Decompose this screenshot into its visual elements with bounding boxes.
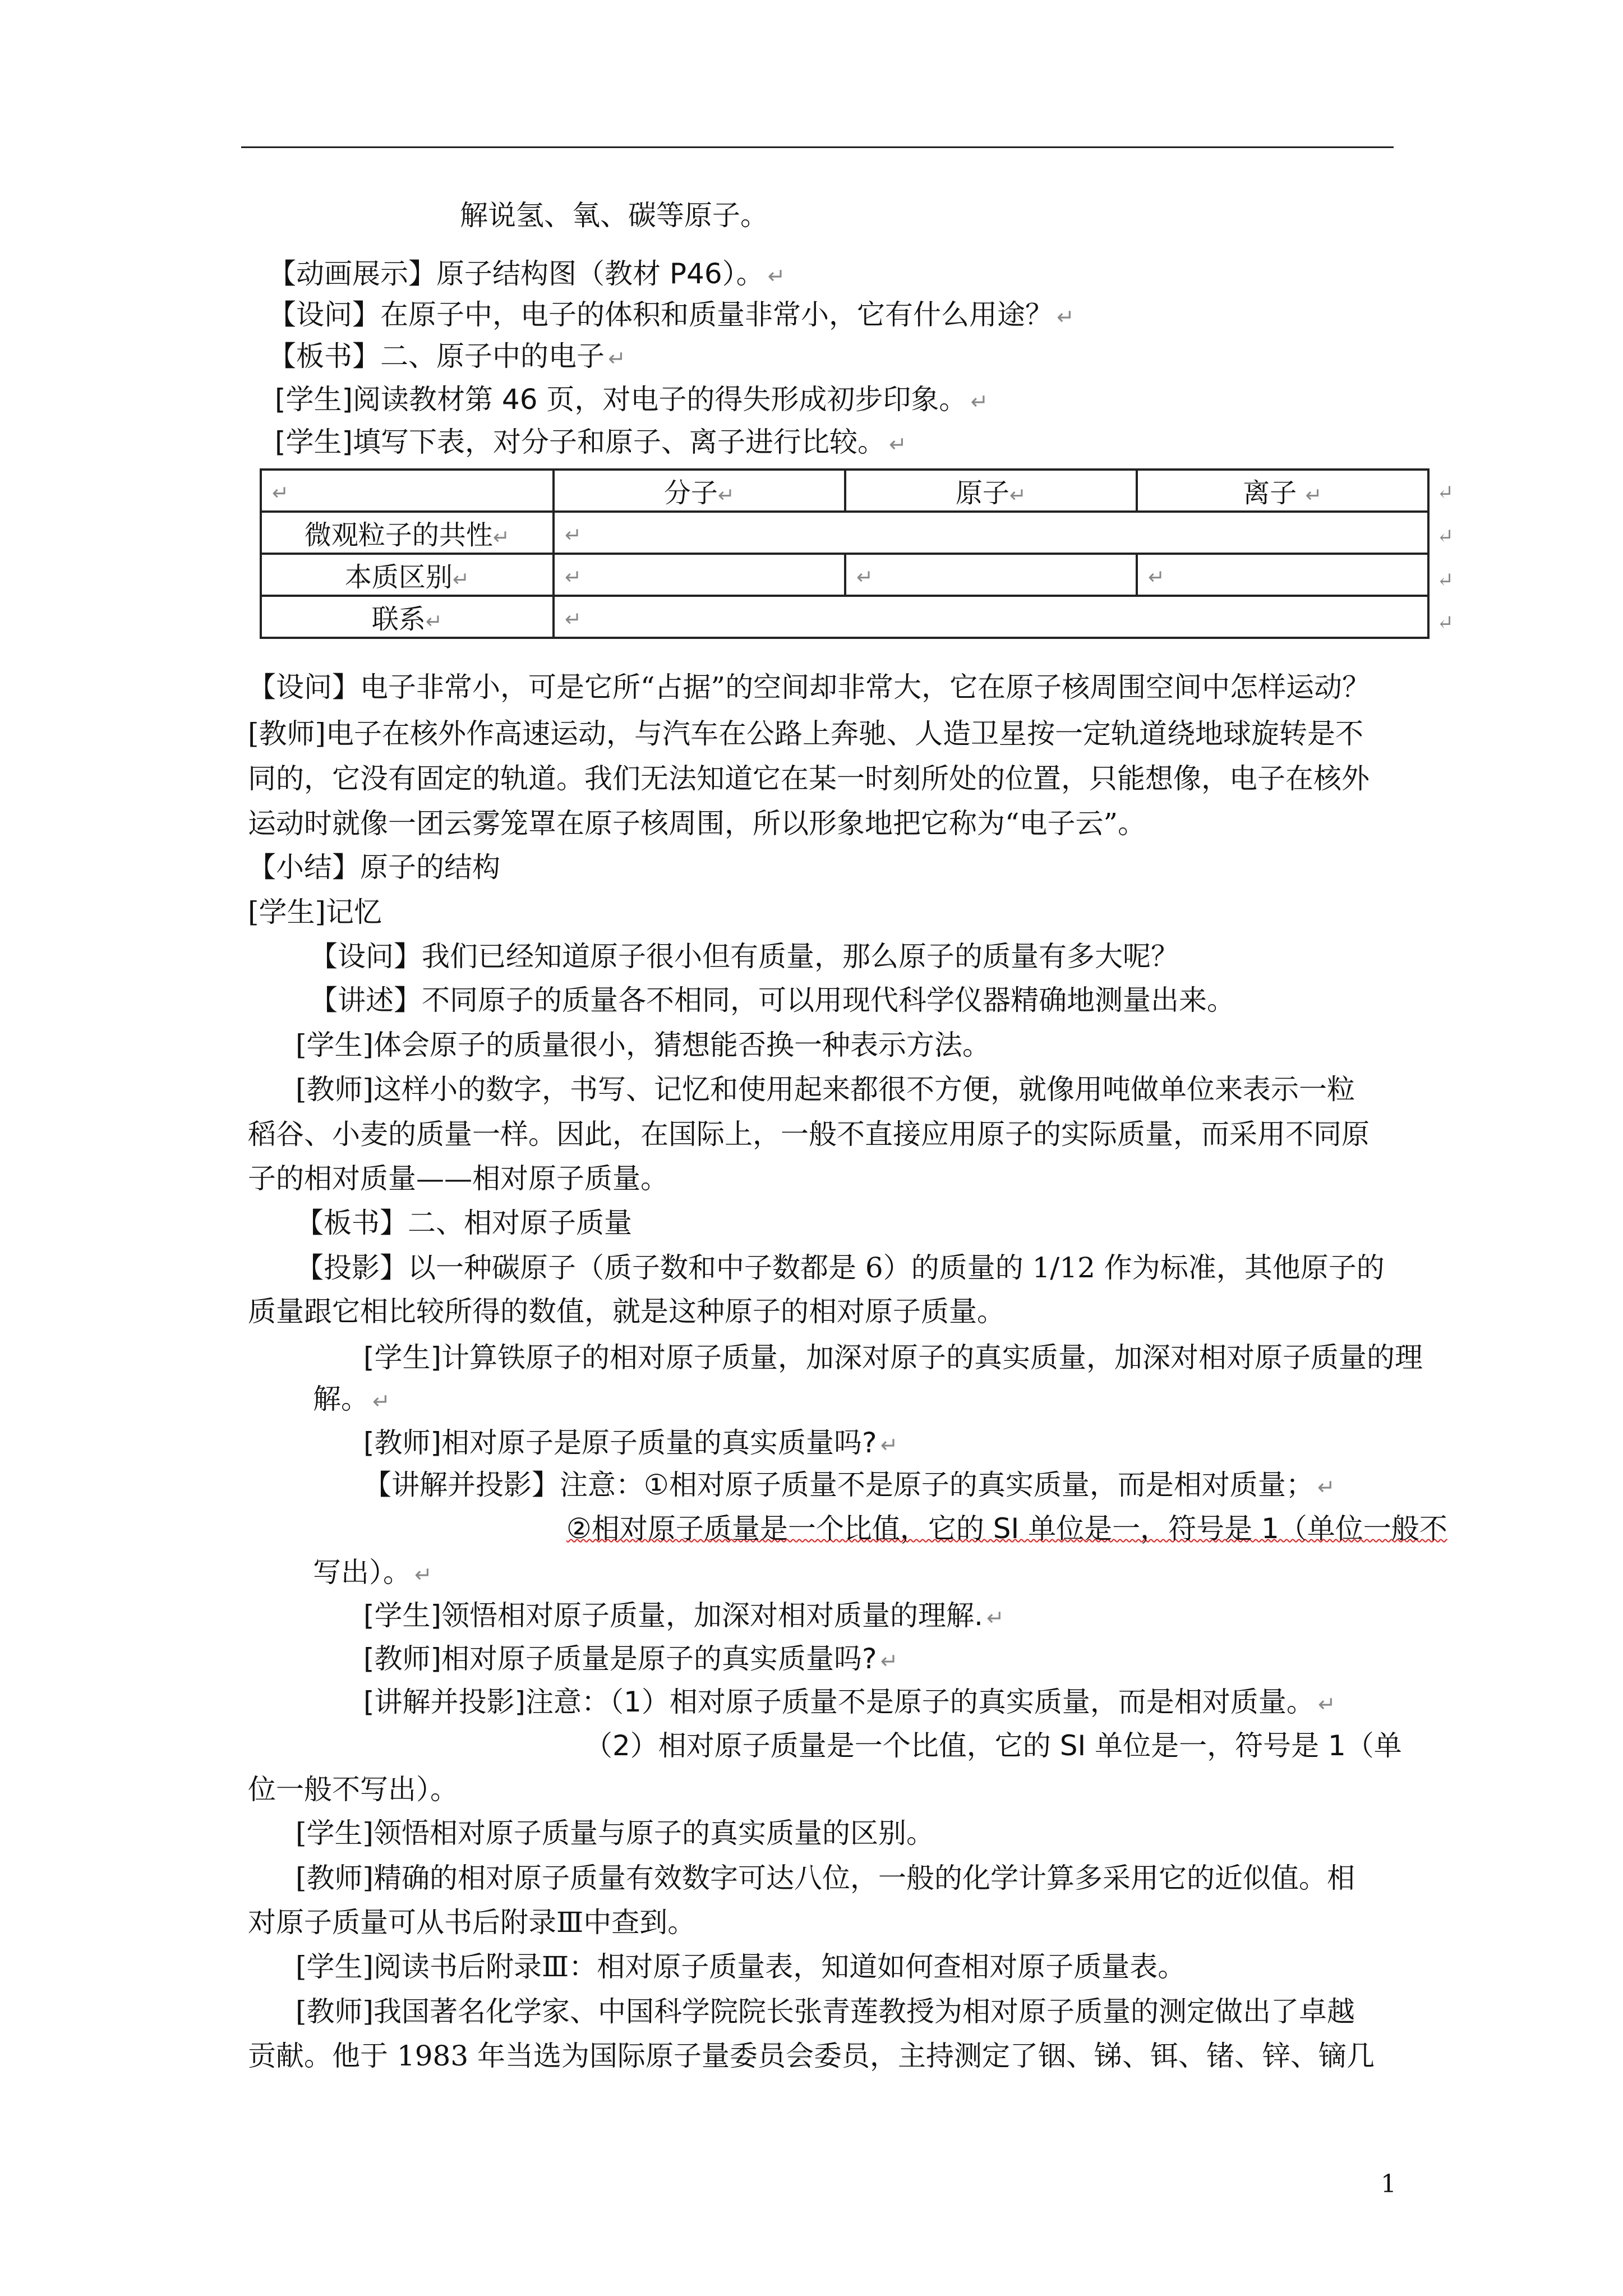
body-line: 【设问】我们已经知道原子很小但有质量，那么原子的质量有多大呢？	[310, 940, 1179, 973]
intro-line-3: 【设问】在原子中，电子的体积和质量非常小，它有什么用途？ ↵	[268, 298, 1075, 331]
tail-line: 位一般不写出）。	[248, 1773, 458, 1806]
header-rule	[241, 146, 1394, 148]
intro-line-1: 解说氢、氧、碳等原子。	[460, 199, 768, 232]
table-cell: ↵	[1137, 554, 1428, 596]
insert-line: （2）相对原子质量是一个比值，它的 SI 单位是一，符号是 1（单	[584, 1729, 1402, 1762]
body-line: 稻谷、小麦的质量一样。因此，在国际上，一般不直接应用原子的实际质量，而采用不同原	[248, 1118, 1370, 1151]
table-header-cell: 离子 ↵	[1137, 470, 1428, 512]
insert-line: ②相对原子质量是一个比值，它的 SI 单位是一，符号是 1（单位一般不	[566, 1512, 1447, 1545]
body-line: [学生]体会原子的质量很小，猜想能否换一种表示方法。	[296, 1029, 991, 1061]
table-row-label: 本质区别↵	[261, 554, 554, 596]
tail-line: 贡献。他于 1983 年当选为国际原子量委员会委员，主持测定了铟、锑、铒、锗、锌、镝几	[248, 2040, 1375, 2072]
table-header-cell: 分子↵	[554, 470, 845, 512]
body-line: [学生]记忆	[248, 896, 382, 928]
body-line: [教师]这样小的数字，书写、记忆和使用起来都很不方便，就像用吨做单位来表示一粒	[296, 1073, 1355, 1106]
body-line: 同的，它没有固定的轨道。我们无法知道它在某一时刻所处的位置，只能想像，电子在核外	[248, 762, 1370, 795]
row-end-mark: ↵	[1437, 569, 1454, 592]
tail-line: [学生]领悟相对原子质量与原子的真实质量的区别。	[296, 1817, 935, 1849]
body-line: 运动时就像一团云雾笼罩在原子核周围，所以形象地把它称为“电子云”。	[248, 807, 1146, 840]
row-end-mark: ↵	[1437, 481, 1454, 504]
tail-line: 对原子质量可从书后附录Ⅲ中查到。	[248, 1906, 696, 1939]
body-line: [教师]电子在核外作高速运动，与汽车在公路上奔驰、人造卫星按一定轨道绕地球旋转是不	[248, 717, 1364, 750]
body-line: 【设问】电子非常小，可是它所“占据”的空间却非常大，它在原子核周围空间中怎样运动？	[248, 671, 1371, 703]
insert-line: [教师]相对原子质量是原子的真实质量吗? ↵	[363, 1642, 898, 1675]
table-row	[261, 596, 1428, 638]
insert-line: 解。 ↵	[313, 1383, 390, 1415]
intro-line-6: [学生]填写下表，对分子和原子、离子进行比较。 ↵	[275, 426, 907, 458]
intro-line-4: 【板书】二、原子中的电子 ↵	[268, 340, 626, 372]
body-line: 质量跟它相比较所得的数值，就是这种原子的相对原子质量。	[248, 1295, 1005, 1328]
table-row-label: 联系↵	[261, 596, 554, 638]
intro-line-2: 【动画展示】原子结构图（教材 P46）。 ↵	[268, 257, 786, 290]
table-header-row	[261, 470, 1428, 512]
table-cell: ↵	[845, 554, 1137, 596]
insert-line: [学生]领悟相对原子质量，加深对相对质量的理解. ↵	[363, 1599, 1004, 1632]
intro-line-5: [学生]阅读教材第 46 页，对电子的得失形成初步印象。 ↵	[275, 383, 989, 416]
insert-line: [教师]相对原子是原子质量的真实质量吗? ↵	[363, 1427, 898, 1459]
insert-line: [讲解并投影]注意：（1）相对原子质量不是原子的真实质量，而是相对质量。 ↵	[363, 1686, 1336, 1718]
tail-line: [教师]我国著名化学家、中国科学院院长张青莲教授为相对原子质量的测定做出了卓越	[296, 1995, 1355, 2028]
tail-line: [教师]精确的相对原子质量有效数字可达八位，一般的化学计算多采用它的近似值。相	[296, 1862, 1355, 1894]
body-line: 【讲述】不同原子的质量各不相同，可以用现代科学仪器精确地测量出来。	[310, 984, 1235, 1016]
body-line: 【小结】原子的结构	[248, 851, 500, 884]
table-cell: ↵	[554, 554, 845, 596]
table-header-cell: ↵	[261, 470, 554, 512]
table-row-label: 微观粒子的共性↵	[261, 512, 554, 554]
insert-line: 【讲解并投影】注意：①相对原子质量不是原子的真实质量，而是相对质量； ↵	[363, 1469, 1335, 1501]
body-line: 【板书】二、相对原子质量	[296, 1207, 632, 1239]
tail-line: [学生]阅读书后附录Ⅲ：相对原子质量表，知道如何查相对原子质量表。	[296, 1950, 1186, 1983]
page-number: 1	[1381, 2170, 1396, 2198]
table-cell: ↵	[554, 596, 1428, 638]
comparison-table	[260, 468, 1430, 639]
insert-line: 写出）。 ↵	[313, 1556, 432, 1589]
table-cell: ↵	[554, 512, 1428, 554]
table-row	[261, 554, 1428, 596]
row-end-mark: ↵	[1437, 611, 1454, 634]
body-line: 【投影】以一种碳原子（质子数和中子数都是 6）的质量的 1/12 作为标准，其他原子的	[296, 1251, 1385, 1284]
table-row	[261, 512, 1428, 554]
body-line: 子的相对质量——相对原子质量。	[248, 1162, 668, 1195]
table-header-cell: 原子↵	[845, 470, 1137, 512]
row-end-mark: ↵	[1437, 525, 1454, 548]
insert-line: [学生]计算铁原子的相对原子质量，加深对原子的真实质量，加深对相对原子质量的理	[363, 1341, 1423, 1374]
